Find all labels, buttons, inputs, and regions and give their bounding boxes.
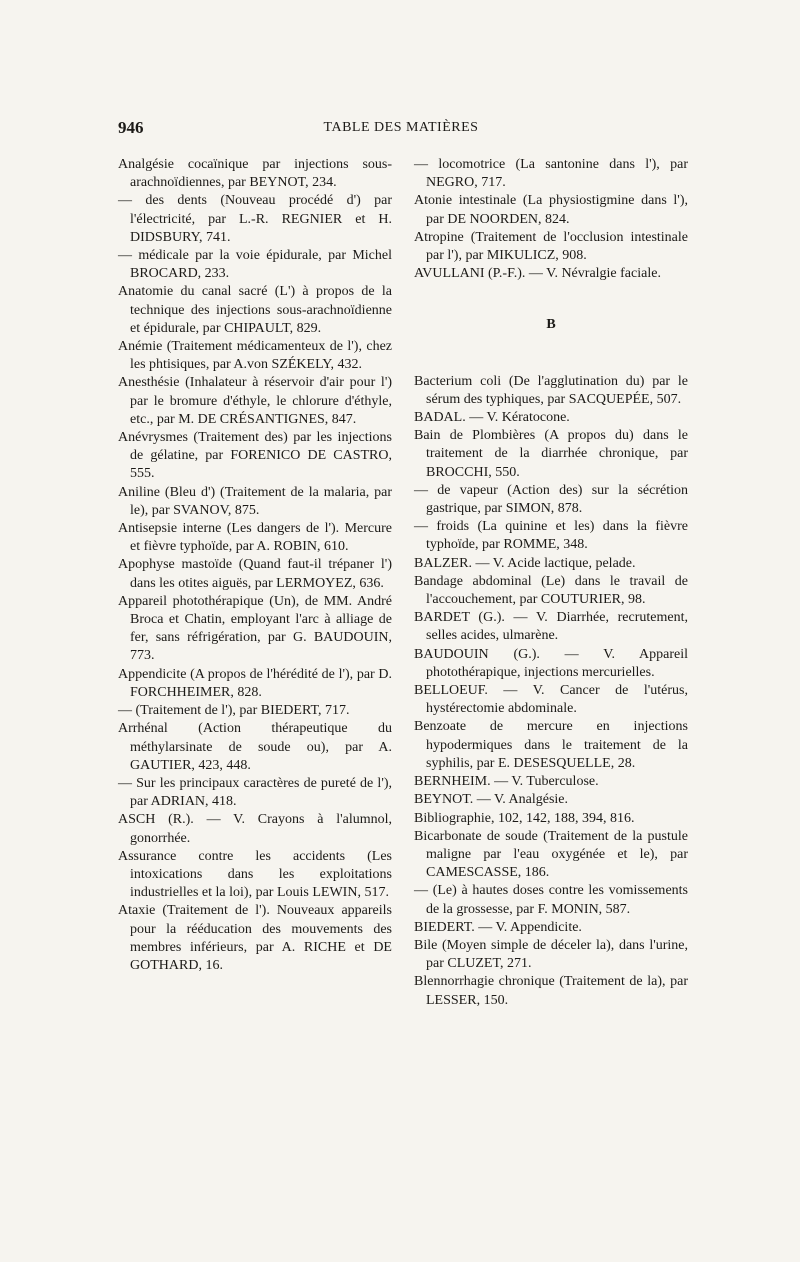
right-column bbox=[414, 156, 688, 1010]
index-entry: Aniline (Bleu d') (Traitement de la malaria, par le), par SVANOV, 875. bbox=[118, 484, 392, 518]
page-header bbox=[118, 118, 684, 138]
index-entry: Bile (Moyen simple de déceler la), dans l'urine, par CLUZET, 271. bbox=[414, 937, 688, 972]
index-entry: — Sur les principaux caractères de pureté de l'), par ADRIAN, 418. bbox=[118, 775, 392, 810]
index-entry: — (Traitement de l'), par BIEDERT, 717. bbox=[118, 703, 350, 719]
running-title: TABLE DES MATIÈRES bbox=[323, 120, 479, 135]
index-entry: BARDET (G.). — V. Diarrhée, recrutement, selles acides, ulmarène. bbox=[414, 610, 688, 644]
page-number: 946 bbox=[118, 118, 144, 137]
index-entry: AVULLANI (P.-F.). — V. Névralgie faciale. bbox=[414, 266, 661, 282]
index-entry: — locomotrice (La santonine dans l'), par NEGRO, 717. bbox=[414, 157, 688, 191]
index-entry: Anesthésie (Inhalateur à réservoir d'air pour l') par le bromure d'éthyle, le chlorure d'éthyle, etc., par M. DE CRÉSANTIGNES, 847. bbox=[118, 375, 392, 427]
index-entry: Anémie (Traitement médicamenteux de l'), chez les phtisiques, par A.von SZÉKELY, 432. bbox=[118, 339, 392, 373]
index-entry: Blennorrhagie chronique (Traitement de la), par LESSER, 150. bbox=[414, 974, 688, 1008]
index-entry: BAUDOUIN (G.). — V. Appareil photothérapique, injections mercurielles. bbox=[414, 646, 688, 680]
index-entry: Anatomie du canal sacré (L') à propos de la technique des injections sous-arachnoïdienne et épidurale, par CHIPAULT, 829. bbox=[118, 284, 392, 336]
index-entry: BERNHEIM. — V. Tuberculose. bbox=[414, 774, 599, 790]
index-entry: Bibliographie, 102, 142, 188, 394, 816. bbox=[414, 810, 635, 826]
index-entry: Apophyse mastoïde (Quand faut-il trépaner l') dans les otites aiguës, par LERMOYEZ, 636. bbox=[118, 557, 392, 591]
index-entry: Bicarbonate de soude (Traitement de la pustule maligne par l'eau oxygénée et le), par CAMESCASSE, 186. bbox=[414, 828, 688, 881]
index-entry: Ataxie (Traitement de l'). Nouveaux appareils pour la rééducation des mouvements des membres inférieurs, par A. RICHE et DE GOTHARD, 16. bbox=[118, 903, 392, 973]
index-entry: — froids (La quinine et les) dans la fièvre typhoïde, par ROMME, 348. bbox=[414, 519, 688, 553]
index-entry: BELLOEUF. — V. Cancer de l'utérus, hystérectomie abdominale. bbox=[414, 683, 688, 717]
index-entry: Appendicite (A propos de l'hérédité de l'), par D. FORCHHEIMER, 828. bbox=[118, 666, 392, 700]
index-entry: Atropine (Traitement de l'occlusion intestinale par l'), par MIKULICZ, 908. bbox=[414, 229, 688, 264]
index-entry: BIEDERT. — V. Appendicite. bbox=[414, 919, 582, 935]
index-entry: Anévrysmes (Traitement des) par les injections de gélatine, par FORENICO DE CASTRO, 555. bbox=[118, 430, 392, 482]
index-entry: Assurance contre les accidents (Les intoxications dans les exploitations industrielles et la loi), par Louis LEWIN, 517. bbox=[118, 848, 392, 901]
index-entry: Appareil photothérapique (Un), de MM. André Broca et Chatin, employant l'arc à alliage de fer, sans réfrigération, par G. BAUDOUIN, 773. bbox=[118, 593, 392, 664]
index-entry: Atonie intestinale (La physiostigmine dans l'), par DE NOORDEN, 824. bbox=[414, 193, 688, 227]
index-entry: Antisepsie interne (Les dangers de l'). Mercure et fièvre typhoïde, par A. ROBIN, 610. bbox=[118, 521, 392, 555]
index-entry: — des dents (Nouveau procédé d') par l'électricité, par L.-R. REGNIER et H. DIDSBURY, 741. bbox=[118, 193, 392, 245]
index-entry: — (Le) à hautes doses contre les vomissements de la grossesse, par F. MONIN, 587. bbox=[414, 883, 688, 917]
index-entry: Bacterium coli (De l'agglutination du) par le sérum des typhiques, par SACQUEPÉE, 507. bbox=[414, 373, 688, 407]
section-letter: B bbox=[546, 317, 556, 333]
index-entry: BADAL. — V. Kératocone. bbox=[414, 410, 570, 426]
index-entry: Arrhénal (Action thérapeutique du méthylarsinate de soude ou), par A. GAUTIER, 423, 448. bbox=[118, 721, 392, 773]
index-entry: — médicale par la voie épidurale, par Michel BROCARD, 233. bbox=[118, 248, 392, 282]
index-entry: ASCH (R.). — V. Crayons à l'alumnol, gonorrhée. bbox=[118, 812, 392, 846]
index-entry: Analgésie cocaïnique par injections sous-arachnoïdiennes, par BEYNOT, 234. bbox=[118, 157, 392, 191]
index-entry: — de vapeur (Action des) sur la sécrétion gastrique, par SIMON, 878. bbox=[414, 482, 688, 517]
index-entry: Bain de Plombières (A propos du) dans le traitement de la diarrhée chronique, par BROCCHI, 550. bbox=[414, 428, 688, 480]
index-entry: BEYNOT. — V. Analgésie. bbox=[414, 792, 568, 808]
index-entry: Bandage abdominal (Le) dans le travail de l'accouchement, par COUTURIER, 98. bbox=[414, 573, 688, 608]
index-entry: Benzoate de mercure en injections hypodermiques dans le traitement de la syphilis, par E. DESESQUELLE, 28. bbox=[414, 719, 688, 771]
index-entry: BALZER. — V. Acide lactique, pelade. bbox=[414, 555, 636, 571]
left-column bbox=[118, 156, 392, 975]
